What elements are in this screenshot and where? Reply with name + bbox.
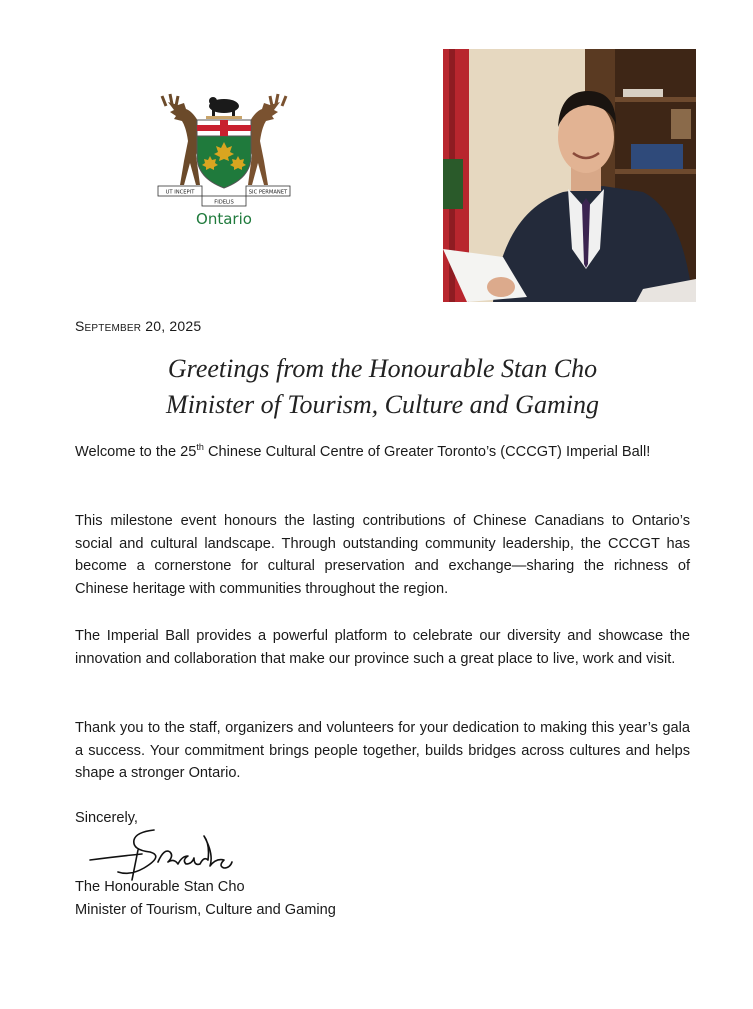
coat-of-arms-graphic <box>156 92 292 210</box>
letter-title-line-2: Minister of Tourism, Culture and Gaming <box>166 390 599 419</box>
motto-left: UT INCEPIT <box>165 189 195 196</box>
ordinal-suffix: th <box>196 442 204 453</box>
motto-right: SIC PERMANET <box>248 189 288 196</box>
paragraph-platform: The Imperial Ball provides a powerful platform to celebrate our diversity and showcase the innovation and collaboration that make our province such a great place to live, work and visit. <box>75 628 690 667</box>
paragraph-milestone: This milestone event honours the lasting contributions of Chinese Canadians to Ontario’s social and cultural landscape. Through outstanding community leadership, the CCCGT has become a cornerstone for cultural preservation and exchange—sharing the richness of Chinese heritage with communities throughout the region. <box>75 513 690 597</box>
signer-name: The Honourable Stan Cho <box>75 879 245 895</box>
paragraph-thanks: Thank you to the staff, organizers and volunteers for your dedication to making this year’s gala a success. Your commitment brings people together, builds bridges across cultures and helps shape a stronger Ontario. <box>75 720 690 782</box>
ontario-coat-of-arms-logo <box>156 92 292 232</box>
handwritten-signature <box>84 822 244 882</box>
minister-portrait-photo <box>443 49 696 302</box>
welcome-text-end: Chinese Cultural Centre of Greater Toronto’s (CCCGT) Imperial Ball! <box>203 444 651 460</box>
letter-title-line-1: Greetings from the Honourable Stan Cho <box>167 354 598 383</box>
ontario-wordmark: Ontario <box>196 210 252 228</box>
closing-salutation: Sincerely, <box>75 810 138 826</box>
letter-date: September 20, 2025 <box>75 318 202 334</box>
welcome-text-start: Welcome to the 25 <box>75 444 197 460</box>
signer-title: Minister of Tourism, Culture and Gaming <box>75 902 336 918</box>
paragraph-welcome <box>75 441 690 464</box>
motto-center: FIDELIS <box>214 199 234 206</box>
